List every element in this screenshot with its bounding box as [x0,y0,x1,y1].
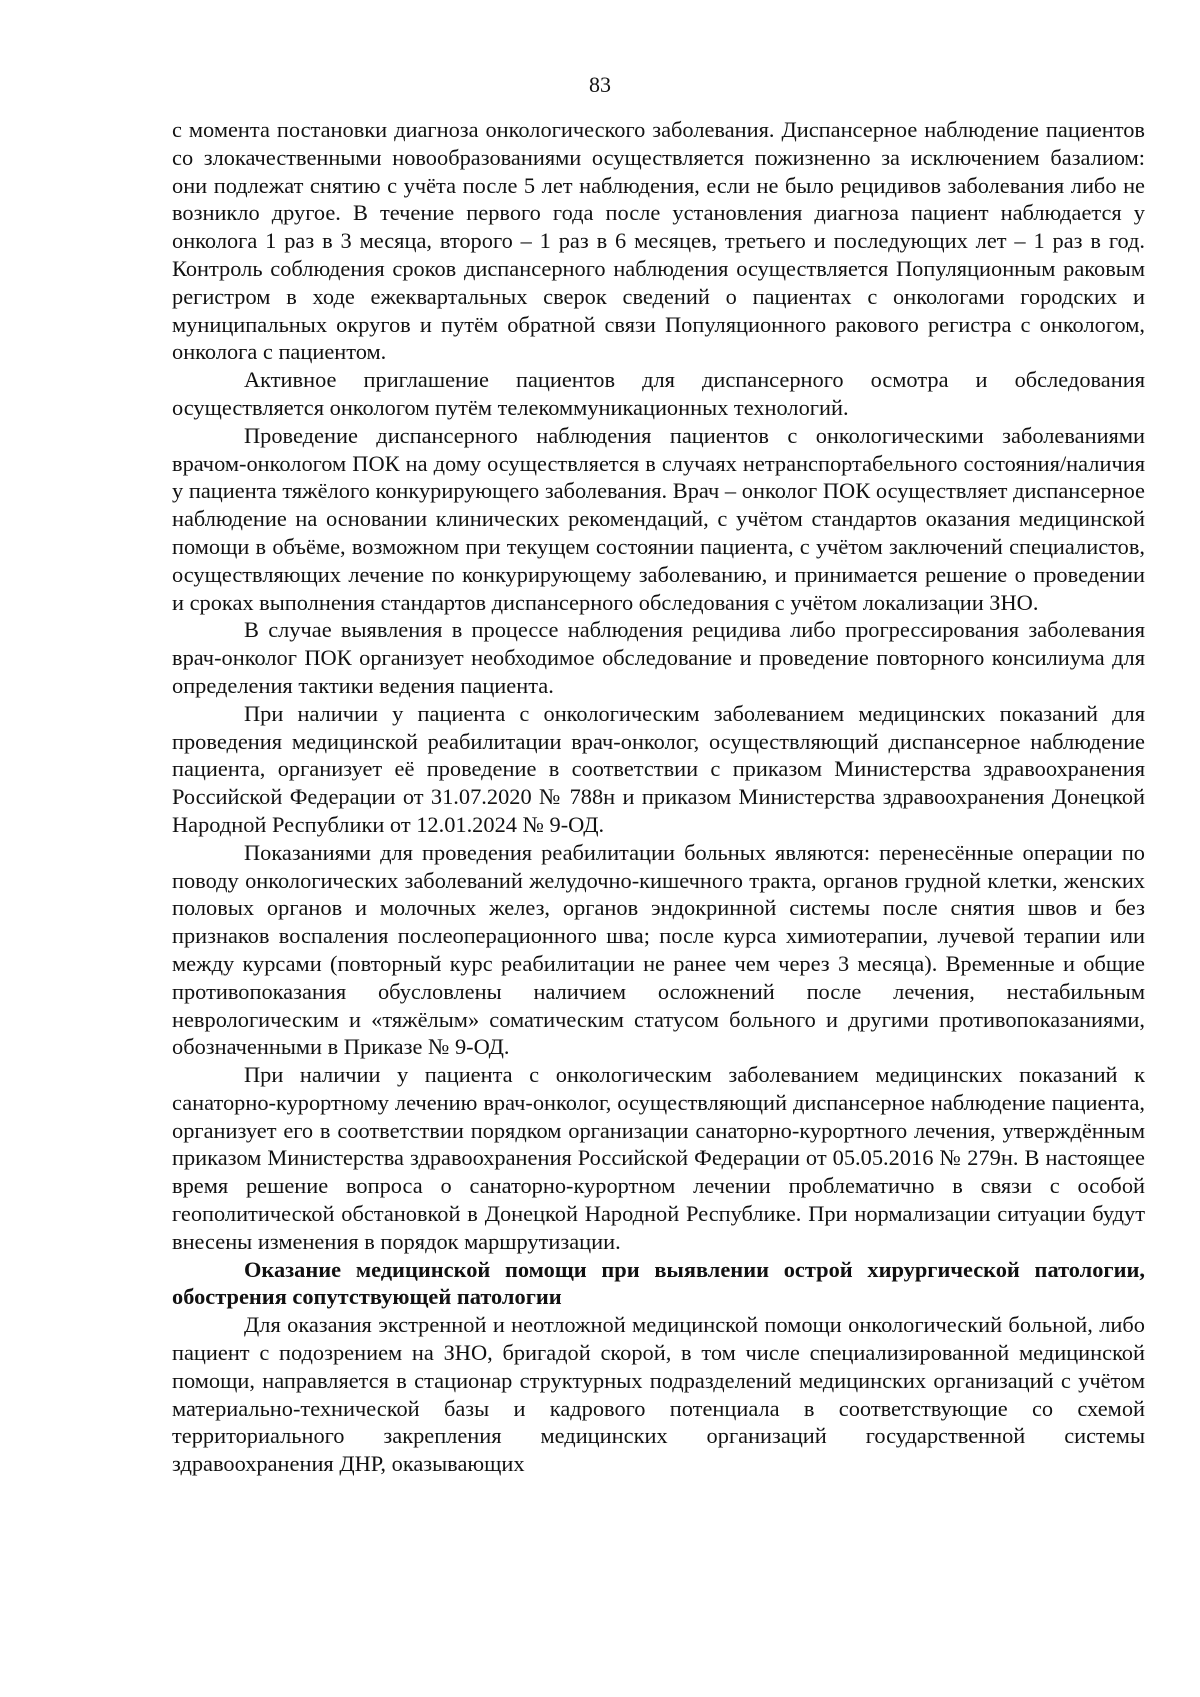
paragraph-rehabilitation-indications: Показаниями для проведения реабилитации больных являются: перенесённые операции по поводу онкологических заболеваний желудочно-кишечного тракта, органов грудной клетки, женских половых органов и молочных желез, органов эндокринной системы после снятия швов и без признаков воспаления послеоперационного шва; после курса химиотерапии, лучевой терапии или между курсами (повторный курс реабилитации не ранее чем через 3 месяца). Временные и общие противопоказания обусловлены наличием осложнений после лечения, нестабильным неврологическим и «тяжёлым» соматическим статусом больного и другими противопоказаниями, обозначенными в Приказе № 9-ОД. [172,839,1145,1060]
page-number: 83 [589,72,611,97]
paragraph-continuation: с момента постановки диагноза онкологического заболевания. Диспансерное наблюдение пациентов со злокачественными новообразованиями осуществляется пожизненно за исключением базалиом: они подлежат снятию с учёта после 5 лет наблюдения, если не было рецидивов заболевания либо не возникло другое. В течение первого года после установления диагноза пациент наблюдается у онколога 1 раз в 3 месяца, второго – 1 раз в 6 месяцев, третьего и последующих лет – 1 раз в год. Контроль соблюдения сроков диспансерного наблюдения осуществляется Популяционным раковым регистром в ходе ежеквартальных сверок сведений о пациентах с онкологами городских и муниципальных округов и путём обратной связи Популяционного ракового регистра с онкологом, онколога с пациентом. [172,117,1145,365]
paragraph-sanatorium: При наличии у пациента с онкологическим заболеванием медицинских показаний к санаторно-курортному лечению врач-онколог, осуществляющий диспансерное наблюдение пациента, организует его в соответствии порядком организации санаторно-курортного лечения, утверждённым приказом Министерства здравоохранения Российской Федерации от 05.05.2016 № 279н. В настоящее время решение вопроса о санаторно-курортном лечении проблематично в связи с особой геополитической обстановкой в Донецкой Народной Республике. При нормализации ситуации будут внесены изменения в порядок маршрутизации. [172,1062,1145,1254]
paragraph-emergency-care: Для оказания экстренной и неотложной медицинской помощи онкологический больной, либо пациент с подозрением на ЗНО, бригадой скорой, в том числе специализированной медицинской помощи, направляется в стационар структурных подразделений медицинских организаций с учётом материально-технической базы и кадрового потенциала в соответствующие со схемой территориального закрепления медицинских организаций государственной системы здравоохранения ДНР, оказывающих [172,1312,1145,1477]
paragraph-rehabilitation: При наличии у пациента с онкологическим заболеванием медицинских показаний для проведения медицинской реабилитации врач-онколог, осуществляющий диспансерное наблюдение пациента, организует её проведение в соответствии с приказом Министерства здравоохранения Российской Федерации от 31.07.2020 № 788н и приказом Министерства здравоохранения Донецкой Народной Республики от 12.01.2024 № 9-ОД. [172,700,1145,837]
section-heading: Оказание медицинской помощи при выявлении острой хирургической патологии, обострения сопутствующей патологии [172,1256,1145,1310]
document-body [172,116,1145,1478]
paragraph-active-invitation: Активное приглашение пациентов для диспансерного осмотра и обследования осуществляется онкологом путём телекоммуникационных технологий. [172,367,1145,420]
paragraph-home-observation: Проведение диспансерного наблюдения пациентов с онкологическими заболеваниями врачом-онкологом ПОК на дому осуществляется в случаях нетранспортабельного состояния/наличия у пациента тяжёлого конкурирующего заболевания. Врач – онколог ПОК осуществляет диспансерное наблюдение на основании клинических рекомендаций, с учётом стандартов оказания медицинской помощи в объёме, возможном при текущем состоянии пациента, с учётом заключений специалистов, осуществляющих лечение по конкурирующему заболеванию, и принимается решение о проведении и сроках выполнения стандартов диспансерного обследования с учётом локализации ЗНО. [172,422,1145,615]
paragraph-recurrence: В случае выявления в процессе наблюдения рецидива либо прогрессирования заболевания врач-онколог ПОК организует необходимое обследование и проведение повторного консилиума для определения тактики ведения пациента. [172,617,1145,698]
